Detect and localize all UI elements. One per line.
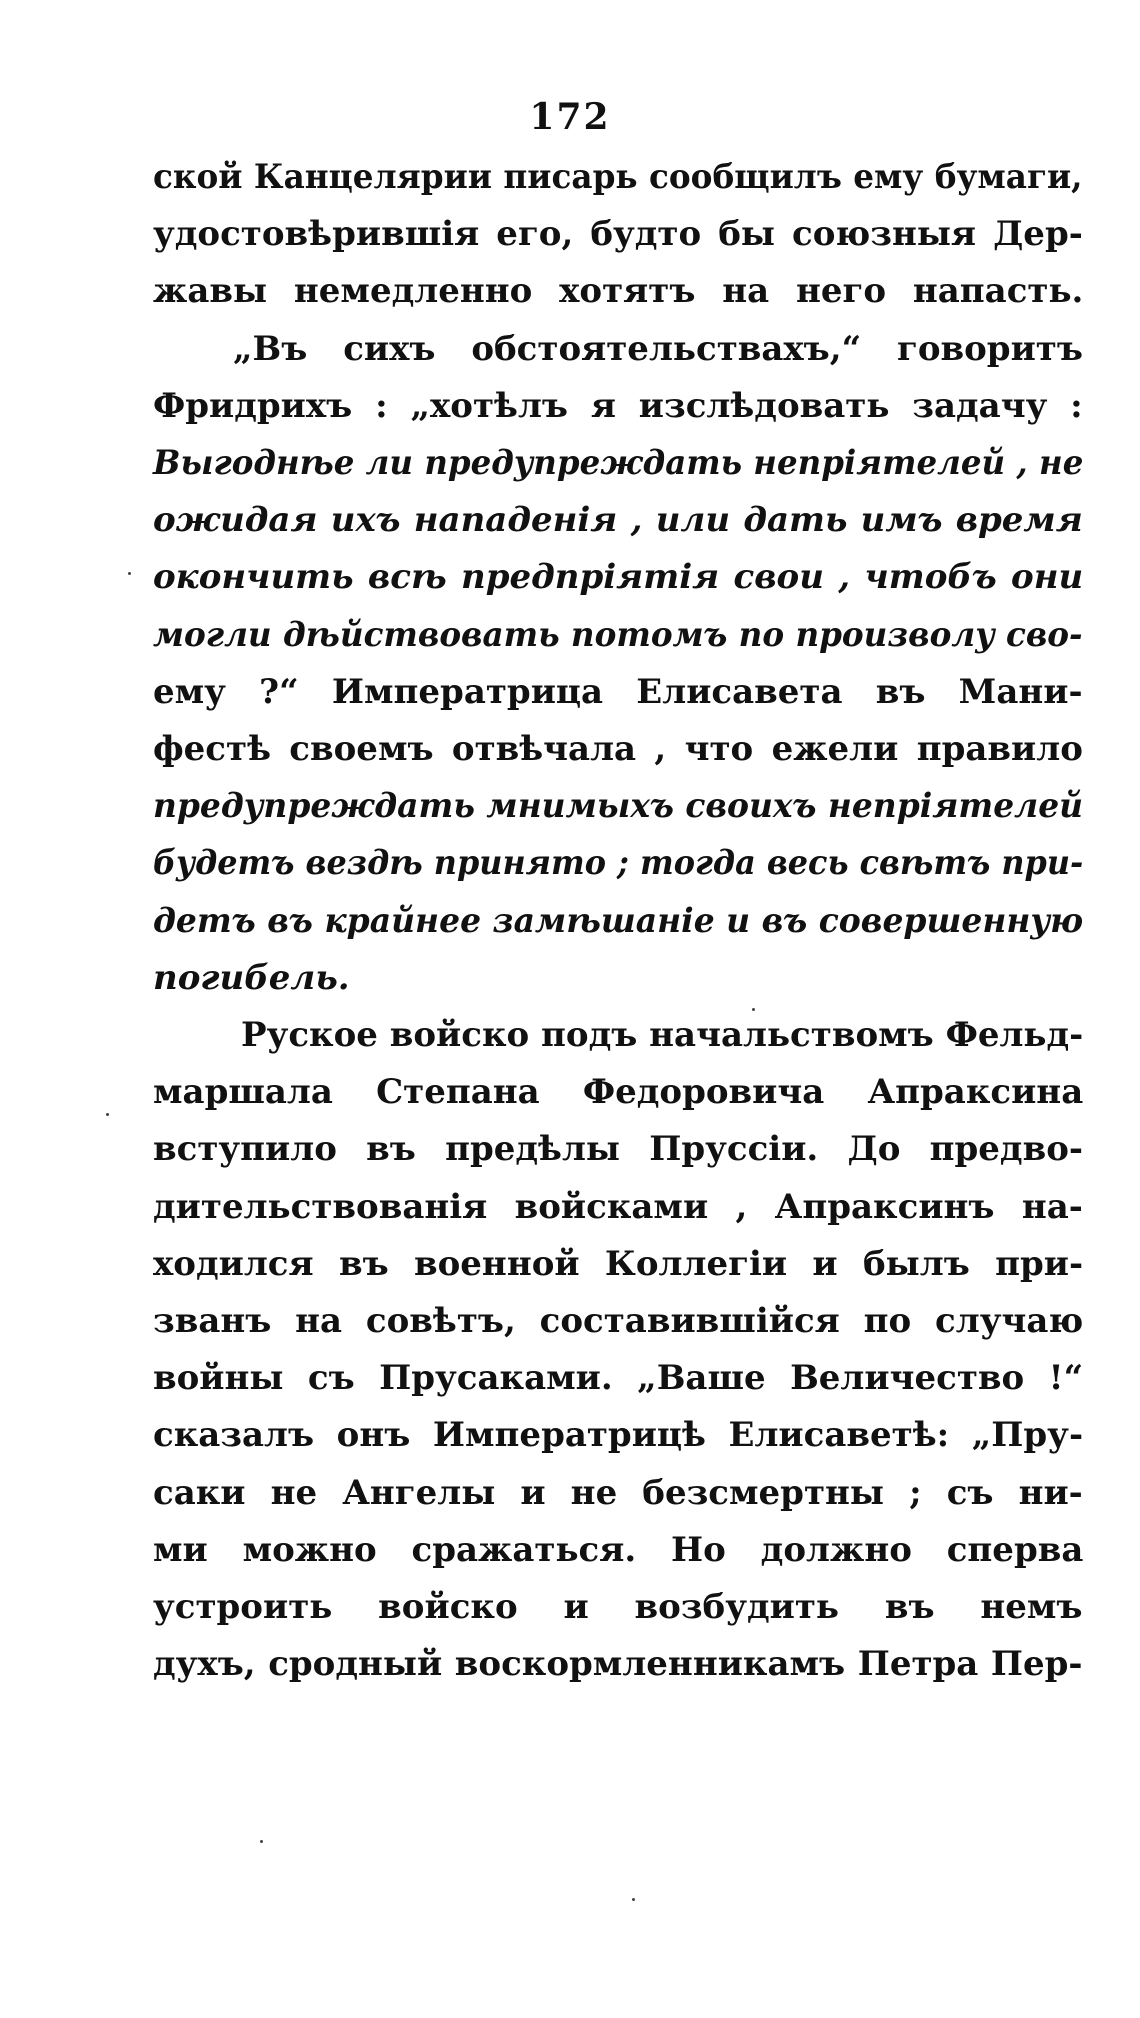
text-line: фестѣ своемъ отвѣчала , что ежели правило bbox=[153, 729, 1083, 769]
text-line: „Въ сихъ обстоятельствахъ,“ говоритъ bbox=[233, 328, 1083, 369]
text-line: вступило въ предѣлы Пруссіи. До предво- bbox=[153, 1129, 1084, 1170]
text-line: погибель. bbox=[153, 957, 350, 998]
text-line: саки не Ангелы и не безсмертны ; съ ни- bbox=[153, 1472, 1083, 1513]
text-line: званъ на совѣтъ, составившійся по случаю bbox=[153, 1301, 1084, 1341]
paper-speck bbox=[128, 572, 131, 575]
paper-speck bbox=[752, 1008, 755, 1011]
paper-speck bbox=[632, 1898, 635, 1901]
page-number: 172 bbox=[529, 96, 611, 138]
text-line: окончить всѣ предпріятія свои , чтобъ они bbox=[153, 557, 1084, 598]
text-line: Руское войско подъ начальствомъ Фельд- bbox=[241, 1015, 1084, 1055]
text-line: ожидая ихъ нападенія , или дать имъ время bbox=[153, 500, 1083, 541]
text-line: ми можно сражаться. Но должно сперва bbox=[153, 1529, 1084, 1570]
text-line: детъ въ крайнее замѣшаніе и въ совершенную bbox=[153, 900, 1084, 941]
text-line: удостовѣрившія его, будто бы союзныя Дер- bbox=[153, 214, 1083, 255]
text-line: Фридрихъ : „хотѣлъ я изслѣдовать задачу : bbox=[153, 385, 1083, 426]
text-line: дительствованія войсками , Апраксинъ на- bbox=[153, 1186, 1083, 1227]
text-line: маршала Степана Федоровича Апраксина bbox=[153, 1072, 1084, 1113]
text-line: Выгоднѣе ли предупреждать непріятелей , не bbox=[153, 443, 1084, 483]
text-line: ему ?“ Императрица Елисавета въ Мани- bbox=[153, 671, 1083, 712]
text-line: устроить войско и возбудить въ немъ bbox=[153, 1587, 1083, 1627]
text-line: войны съ Прусаками. „Ваше Величество !“ bbox=[153, 1358, 1084, 1399]
text-line: ской Канцелярии писарь сообщилъ ему бумаги, bbox=[153, 157, 1083, 197]
paper-speck bbox=[106, 1113, 109, 1116]
text-line: могли дѣйствовать потомъ по произволу сво- bbox=[153, 614, 1083, 655]
paper-speck bbox=[260, 1840, 263, 1843]
text-line: ходился въ военной Коллегіи и былъ при- bbox=[153, 1243, 1084, 1284]
text-line: будетъ вездѣ принято ; тогда весь свѣтъ при- bbox=[153, 843, 1084, 884]
text-line: духъ, сродный воскормленникамъ Петра Пер- bbox=[153, 1644, 1083, 1685]
text-line: жавы немедленно хотятъ на него напасть. bbox=[153, 271, 1084, 312]
text-line: сказалъ онъ Императрицѣ Елисаветѣ: „Пру- bbox=[153, 1415, 1084, 1456]
text-line: предупреждать мнимыхъ своихъ непріятелей bbox=[153, 786, 1084, 827]
